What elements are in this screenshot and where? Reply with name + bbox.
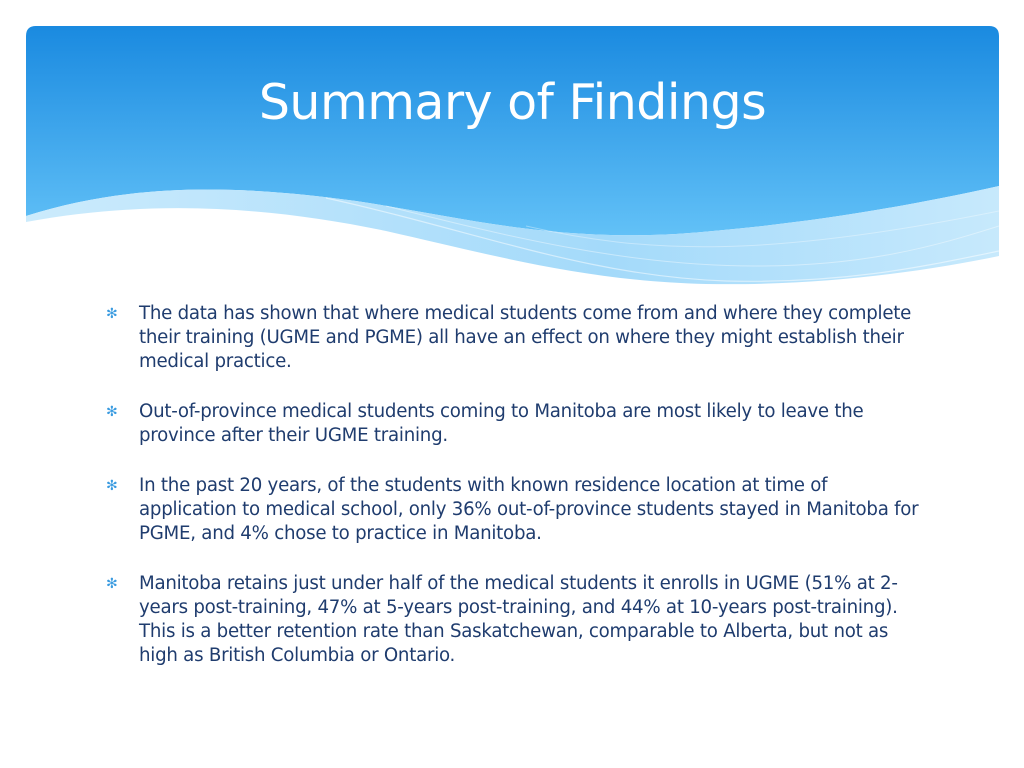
bullet-item: [104, 400, 924, 448]
header-wave-banner: [26, 26, 999, 288]
bullet-item: [104, 474, 924, 546]
slide-title: Summary of Findings: [258, 74, 767, 131]
asterisk-bullet-icon: ✻: [106, 404, 118, 420]
bullet-text: The data has shown that where medical students come from and where they complete their training (UGME and PGME) all have an effect on where they might establish their medical practice.: [139, 303, 912, 372]
bullet-item: [104, 302, 924, 374]
wave-banner-graphic: [26, 26, 999, 288]
asterisk-bullet-icon: ✻: [106, 576, 118, 592]
bullet-item: [104, 572, 924, 668]
bullet-text: Out-of-province medical students coming to Manitoba are most likely to leave the province after their UGME training.: [139, 401, 864, 446]
asterisk-bullet-icon: ✻: [106, 478, 118, 494]
findings-bullet-list: [104, 302, 924, 694]
bullet-text: In the past 20 years, of the students with known residence location at time of application to medical school, only 36% out-of-province students stayed in Manitoba for PGME, and 4% chose to practice in Manitoba.: [139, 475, 919, 544]
asterisk-bullet-icon: ✻: [106, 306, 118, 322]
bullet-text: Manitoba retains just under half of the medical students it enrolls in UGME (51% at 2-years post-training, 47% at 5-years post-training, and 44% at 10-years post-training). This is a better retention rate than Saskatchewan, comparable to Alberta, but not as high as British Columbia or Ontario.: [139, 573, 898, 666]
